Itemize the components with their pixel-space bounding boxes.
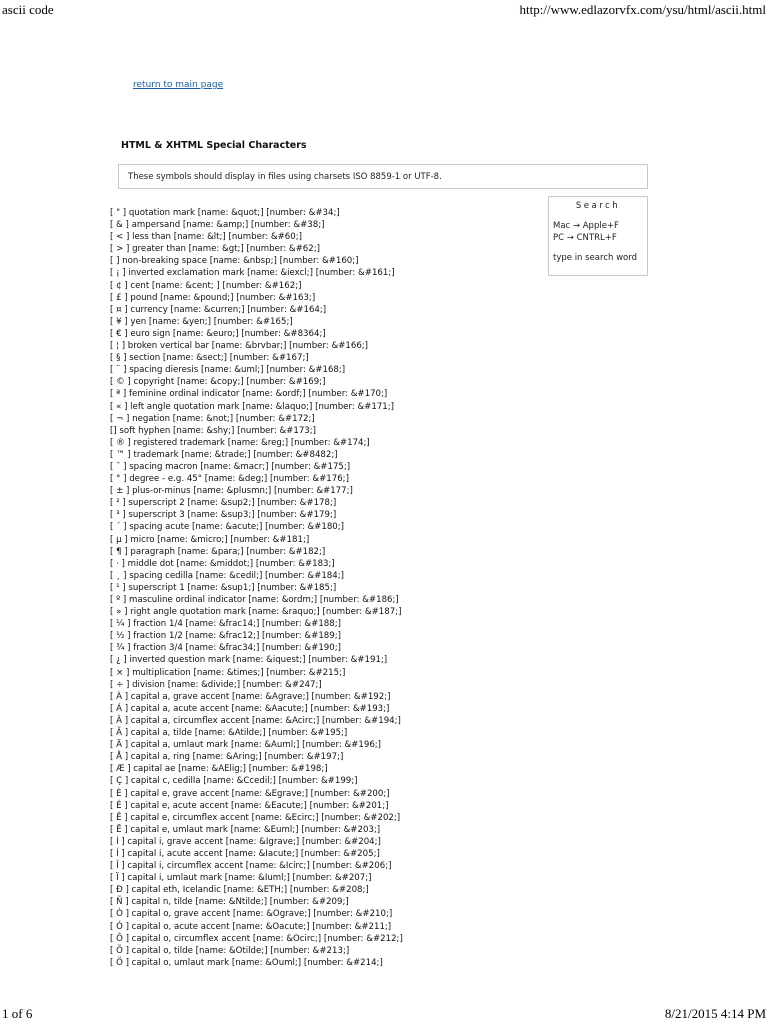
page-title: HTML & XHTML Special Characters [121, 140, 307, 151]
character-entry: [ ¡ ] inverted exclamation mark [name: &iexcl;] [number: &#161;] [110, 268, 395, 279]
character-entry: [ Ï ] capital i, umlaut mark [name: &Iuml;] [number: &#207;] [110, 873, 372, 884]
character-entry: [ ® ] registered trademark [name: &reg;] [number: &#174;] [110, 437, 370, 448]
character-entry: [ Â ] capital a, circumflex accent [name: &Acirc;] [number: &#194;] [110, 715, 401, 726]
search-hint: type in search word [553, 253, 637, 263]
character-entry: [ ² ] superscript 2 [name: &sup2;] [number: &#178;] [110, 498, 337, 509]
character-entry: [ Å ] capital a, ring [name: &Aring;] [number: &#197;] [110, 752, 344, 763]
print-footer-datetime: 8/21/2015 4:14 PM [664, 1006, 766, 1021]
character-entry: [] soft hyphen [name: &shy;] [number: &#173;] [110, 425, 317, 436]
character-entry: [ ¶ ] paragraph [name: &para;] [number: &#182;] [110, 546, 326, 557]
search-title: Search [575, 201, 621, 211]
print-footer-page: 1 of 6 [2, 1006, 33, 1021]
character-entry: [ Ò ] capital o, grave accent [name: &Ograve;] [number: &#210;] [110, 909, 393, 920]
character-entry: [ µ ] micro [name: &micro;] [number: &#181;] [110, 534, 310, 545]
character-entry: [ ª ] feminine ordinal indicator [name: &ordf;] [number: &#170;] [110, 389, 388, 400]
character-entry: [ Õ ] capital o, tilde [name: &Otilde;] [number: &#213;] [110, 945, 350, 956]
character-entry: [ ¸ ] spacing cedilla [name: &cedil;] [number: &#184;] [110, 570, 344, 581]
character-entry: [ Ã ] capital a, tilde [name: &Atilde;] [number: &#195;] [110, 728, 348, 739]
character-entry: [ © ] copyright [name: &copy;] [number: &#169;] [110, 377, 326, 388]
character-entry: [ É ] capital e, acute accent [name: &Eacute;] [number: &#201;] [110, 800, 389, 811]
character-entry: [ ¢ ] cent [name: &cent; ] [number: &#162;] [110, 280, 302, 291]
search-help-panel [548, 196, 648, 276]
character-entry: [ » ] right angle quotation mark [name: &raquo;] [number: &#187;] [110, 607, 402, 618]
return-to-main-link[interactable]: return to main page [133, 80, 224, 90]
character-entry: [ È ] capital e, grave accent [name: &Egrave;] [number: &#200;] [110, 788, 390, 799]
character-entry: [ Æ ] capital ae [name: &AElig;] [number: &#198;] [110, 764, 328, 775]
character-entry: [ ¾ ] fraction 3/4 [name: &frac34;] [number: &#190;] [110, 643, 341, 654]
character-entry: [ Ë ] capital e, umlaut mark [name: &Euml;] [number: &#203;] [110, 824, 381, 835]
character-entry: [ ¦ ] broken vertical bar [name: &brvbar;] [number: &#166;] [110, 341, 369, 352]
character-entry: [ ¼ ] fraction 1/4 [name: &frac14;] [number: &#188;] [110, 619, 341, 630]
character-entry: [ Ô ] capital o, circumflex accent [name: &Ocirc;] [number: &#212;] [110, 933, 403, 944]
charset-notice: These symbols should display in files using charsets ISO 8859-1 or UTF-8. [118, 164, 648, 189]
character-entry: [ ¹ ] superscript 1 [name: &sup1;] [number: &#185;] [110, 582, 337, 593]
print-header-url: http://www.edlazorvfx.com/ysu/html/ascii.html [519, 2, 766, 17]
character-entry: [ Ç ] capital c, cedilla [name: &Ccedil;] [number: &#199;] [110, 776, 358, 787]
character-entry: [ Ö ] capital o, umlaut mark [name: &Ouml;] [number: &#214;] [110, 957, 383, 968]
character-entry: [ ± ] plus-or-minus [name: &plusmn;] [number: &#177;] [110, 486, 353, 497]
character-entry: [ Í ] capital i, acute accent [name: &Iacute;] [number: &#205;] [110, 848, 380, 859]
character-entry: [ · ] middle dot [name: &middot;] [number: &#183;] [110, 558, 335, 569]
character-entry: [ ¨ ] spacing dieresis [name: &uml;] [number: &#168;] [110, 365, 346, 376]
character-entry: [ º ] masculine ordinal indicator [name: &ordm;] [number: &#186;] [110, 595, 399, 605]
character-entry: [ ÷ ] division [name: &divide;] [number: &#247;] [110, 679, 322, 690]
character-entry: [ ™ ] trademark [name: &trade;] [number: &#8482;] [110, 449, 338, 460]
character-entry: [ Î ] capital i, circumflex accent [name: &Icirc;] [number: &#206;] [110, 861, 392, 872]
character-entry: [ × ] multiplication [name: &times;] [number: &#215;] [110, 667, 346, 678]
character-entry: [ ¤ ] currency [name: &curren;] [number: &#164;] [110, 304, 327, 315]
character-entry: [ Á ] capital a, acute accent [name: &Aacute;] [number: &#193;] [110, 703, 390, 714]
character-entry: [ € ] euro sign [name: &euro;] [number: &#8364;] [110, 328, 326, 339]
character-entry: [ Ð ] capital eth, Icelandic [name: &ETH;] [number: &#208;] [110, 885, 369, 896]
character-entry: [ Ì ] capital i, grave accent [name: &Igrave;] [number: &#204;] [110, 836, 381, 847]
character-entry: [ ¯ ] spacing macron [name: &macr;] [number: &#175;] [110, 461, 351, 472]
character-entry: [ " ] quotation mark [name: &quot;] [number: &#34;] [110, 208, 340, 218]
character-entry: [ « ] left angle quotation mark [name: &laquo;] [number: &#171;] [110, 401, 395, 412]
character-entry: [ ´ ] spacing acute [name: &acute;] [number: &#180;] [110, 522, 345, 533]
character-entry: [ ¥ ] yen [name: &yen;] [number: &#165;] [110, 316, 293, 327]
special-characters-list [110, 207, 540, 969]
character-entry: [ ° ] degree - e.g. 45° [name: &deg;] [number: &#176;] [110, 474, 349, 485]
character-entry: [ § ] section [name: &sect;] [number: &#167;] [110, 353, 309, 364]
character-entry: [ ³ ] superscript 3 [name: &sup3;] [number: &#179;] [110, 510, 337, 521]
character-entry: [ £ ] pound [name: &pound;] [number: &#163;] [110, 292, 316, 303]
character-entry: [ < ] less than [name: &lt;] [number: &#60;] [110, 232, 302, 243]
character-entry: [ ¬ ] negation [name: &not;] [number: &#172;] [110, 413, 315, 424]
print-header-title: ascii code [2, 2, 54, 17]
character-entry: [ & ] ampersand [name: &amp;] [number: &#38;] [110, 220, 325, 231]
character-entry: [ Ä ] capital a, umlaut mark [name: &Auml;] [number: &#196;] [110, 740, 382, 751]
character-entry: [ Ê ] capital e, circumflex accent [name: &Ecirc;] [number: &#202;] [110, 812, 401, 823]
character-entry: [ ¿ ] inverted question mark [name: &iquest;] [number: &#191;] [110, 655, 388, 666]
pc-shortcut: PC → CNTRL+F [553, 233, 617, 243]
character-entry: [ ] non-breaking space [name: &nbsp;] [number: &#160;] [110, 256, 359, 267]
character-entry: [ > ] greater than [name: &gt;] [number: &#62;] [110, 244, 320, 255]
character-entry: [ À ] capital a, grave accent [name: &Agrave;] [number: &#192;] [110, 691, 391, 702]
character-entry: [ ½ ] fraction 1/2 [name: &frac12;] [number: &#189;] [110, 631, 341, 642]
mac-shortcut: Mac → Apple+F [553, 221, 619, 231]
character-entry: [ Ñ ] capital n, tilde [name: &Ntilde;] [number: &#209;] [110, 897, 349, 908]
character-entry: [ Ó ] capital o, acute accent [name: &Oacute;] [number: &#211;] [110, 921, 392, 932]
